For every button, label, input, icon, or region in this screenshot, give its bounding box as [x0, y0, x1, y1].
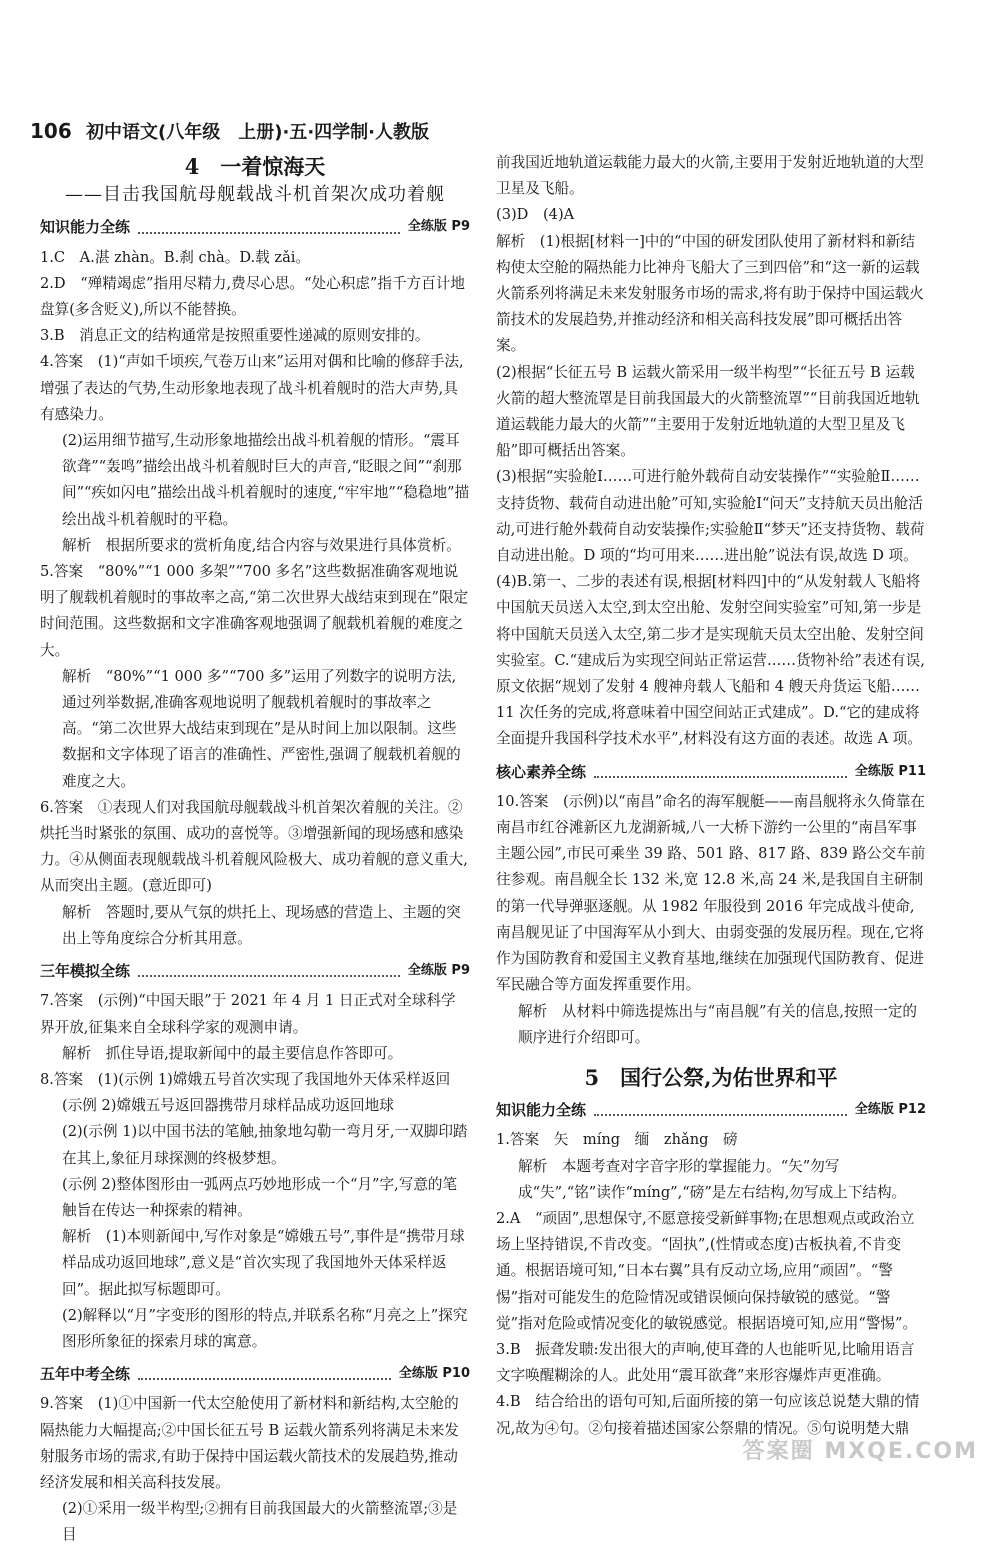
section-name: 五年中考全练: [40, 1365, 131, 1384]
section-ref: 全练版 P12: [854, 1102, 926, 1118]
watermark: 答案圈 MXQE.COM: [742, 1439, 978, 1464]
section-header: [40, 1361, 470, 1387]
analysis-item: (2)根据“长征五号 B 运载火箭采用一级半构型”“长征五号 B 运载火箭的超大整流罩是目前我国最大的火箭整流罩”“目前我国近地轨道运载能力最大的火箭”“主要用于发射近地轨道的大型卫星及飞船”即可概括出答案。: [496, 363, 920, 460]
analysis-item: 解析 “80%”“1 000 多”“700 多”运用了列数字的说明方法,通过列举数据,准确客观地说明了舰载机着舰时的事故率之高。“第二次世界大战结束到现在”是从时间上加以限制。这些数据和文字体现了语言的准确性、严密性,强调了舰载机着舰的难度之大。: [62, 667, 461, 790]
analysis-item: 解析 (1)根据[材料一]中的“中国的研发团队使用了新材料和新结构使太空舱的隔热能力比神舟飞船大了三到四倍”和“这一新的运载火箭系列将满足未来发射服务市场的需求,将有助于保持中国运载火箭技术的发展趋势,并推动经济和相关高科技发展”即可概括出答案。: [496, 232, 924, 355]
section-name: 知识能力全练: [40, 218, 131, 237]
analysis-item: (4)B.第一、二步的表述有误,根据[材料四]中的“从发射载人飞船将中国航天员送入太空,到太空出舱、发射空间实验室”可知,第一步是将中国航天员送入太空,第二步才是实现航天员太空出舱、发射空间实验室。C.“建成后为实现空间站正常运营……货物补给”表述有误,原文依据“规划了发射 4 艘神舟载人飞船和 4 艘天舟货运飞船……11 次任务的完成,将意味着中国空间站正式建成”。D.“它的建成将全面提升我国科学技术水平”,材料没有这方面的表述。故选 A 项。: [496, 573, 925, 748]
left-column: [40, 150, 470, 1549]
section-ref: 全练版 P11: [854, 763, 926, 779]
section-name: 核心素养全练: [496, 762, 587, 781]
answer-item: 2.A “顽固”,思想保守,不愿意接受新鲜事物;在思想观点或政治立场上坚持错误,不肯改变。“固执”,(性情或态度)古板执着,不肯变通。根据语境可知,“日本右翼”具有反动立场,应用“顽固”。“警惕”指对可能发生的危险情况或错误倾向保持敏锐的感觉。“警觉”指对危险或情况变化的敏锐感觉。根据语境可知,应用“警惕”。: [496, 1209, 918, 1332]
answer-item: 2.D “殚精竭虑”指用尽精力,费尽心思。“处心积虑”指千方百计地盘算(多含贬义),所以不能替换。: [40, 274, 465, 319]
analysis-item: 解析 抓住导语,提取新闻中的最主要信息作答即可。: [62, 1044, 403, 1062]
section-name: 知识能力全练: [496, 1101, 587, 1120]
book-title: 初中语文(八年级 上册)·五·四学制·人教版: [86, 122, 429, 143]
analysis-item: 解析 从材料中筛选提炼出与“南昌舰”有关的信息,按照一定的顺序进行介绍即可。: [518, 1002, 918, 1046]
answer-item: 5.答案 “80%”“1 000 多架”“700 多名”这些数据准确客观地说明了舰载机着舰时的事故率之高,“第二次世界大战结束到现在”限定时间范围。这些数据和文字准确客观地强调了舰载机着舰的难度之大。: [40, 563, 469, 659]
answer-item: 7.答案 (示例)“中国天眼”于 2021 年 4 月 1 日正式对全球科学界开放,征集来自全球科学家的观测申请。: [40, 992, 456, 1036]
section-name: 三年模拟全练: [40, 962, 131, 981]
section-ref: 全练版 P9: [407, 219, 470, 235]
dotted-leader: [138, 222, 400, 234]
answer-item: 1.C A.湛 zhàn。B.刹 chà。D.载 zǎi。: [40, 248, 311, 266]
dotted-leader: [138, 965, 400, 977]
answer-item: (2)(示例 1)以中国书法的笔触,抽象地勾勒一弯月牙,一双脚印踏在其上,象征月球探测的终极梦想。: [62, 1123, 468, 1167]
answer-item: 前我国近地轨道运载能力最大的火箭,主要用于发射近地轨道的大型卫星及飞船。: [496, 154, 924, 198]
answer-item: 4.B 结合给出的语句可知,后面所接的第一句应该总说楚大鼎的情况,故为④句。②句接着描述国家公祭鼎的情况。⑤句说明楚大鼎: [496, 1393, 920, 1437]
lesson-title: 5 国行公祭,为佑世界和平: [584, 1064, 838, 1090]
analysis-item: 解析 (1)本则新闻中,写作对象是“嫦娥五号”,事件是“携带月球样品成功返回地球”,意义是“首次实现了我国地外天体采样返回”。据此拟写标题即可。: [62, 1228, 465, 1298]
analysis-item: 解析 答题时,要从气氛的烘托上、现场感的营造上、主题的突出上等角度综合分析其用意。: [62, 903, 461, 947]
lesson-title: 4 一着惊海天: [184, 154, 326, 179]
answer-item: 1.答案 矢 míng 缅 zhǎng 磅: [496, 1131, 738, 1149]
answer-item: (3)D (4)A: [496, 206, 575, 224]
analysis-item: 解析 本题考查对字音字形的掌握能力。“矢”勿写成“失”,“铭”读作“míng”,“磅”是左右结构,勿写成上下结构。: [518, 1157, 907, 1201]
answer-item: 3.B 消息正文的结构通常是按照重要性递减的原则安排的。: [40, 327, 430, 345]
answer-item: 10.答案 (示例)以“南昌”命名的海军舰艇——南昌舰将永久倚靠在南昌市红谷滩新区九龙湖新城,八一大桥下游约一公里的“南昌军事主题公园”,市民可乘坐 39 路、501 路、817 路、839 路公交车前往参观。南昌舰全长 132 米,宽 12.8 米,高 24 米,是我国自主研制的第一代导弹驱逐舰。从 1982 年服役到 2016 年完成战斗使命,南昌舰见证了中国海军从小到大、由弱变强的发展历程。现在,它将作为国防教育和爱国主义教育基地,继续在加强现代国防教育、促进军民融合等方面发挥重要作用。: [496, 792, 926, 994]
answer-item: (2)①采用一级半构型;②拥有目前我国最大的火箭整流罩;③是目: [62, 1500, 458, 1544]
section-header: [40, 958, 470, 984]
analysis-item: (3)根据“实验舱Ⅰ……可进行舱外载荷自动安装操作”“实验舱Ⅱ……支持货物、载荷自动进出舱”可知,实验舱Ⅰ“问天”支持航天员出舱活动,可进行舱外载荷自动安装操作;实验舱Ⅱ“梦天”还支持货物、载荷自动进出舱。D 项的“均可用来……进出舱”说法有误,故选 D 项。: [496, 468, 925, 565]
section-header: [40, 214, 470, 240]
analysis-item: 解析 根据所要求的赏析角度,结合内容与效果进行具体赏析。: [62, 536, 461, 554]
page-number: 106: [30, 119, 72, 143]
answer-item: 6.答案 ①表现人们对我国航母舰载战斗机首架次着舰的关注。②烘托当时紧张的氛围、成功的喜悦等。③增强新闻的现场感和感染力。④从侧面表现舰载战斗机着舰风险极大、成功着舰的意义重大,从而突出主题。(意近即可): [40, 798, 468, 895]
answer-item: (2)运用细节描写,生动形象地描绘出战斗机着舰的情形。“震耳欲聋”“轰鸣”描绘出战斗机着舰时巨大的声音,“眨眼之间”“刹那间”“疾如闪电”描绘出战斗机着舰时的速度,“牢牢地”“稳稳地”描绘出战斗机着舰时的平稳。: [62, 432, 470, 528]
section-header: [496, 1097, 926, 1123]
right-column: [496, 150, 926, 1442]
answer-item: (示例 2)嫦娥五号返回器携带月球样品成功返回地球: [62, 1097, 394, 1115]
answer-item: 9.答案 (1)①中国新一代太空舱使用了新材料和新结构,太空舱的隔热能力大幅提高;②中国长征五号 B 运载火箭系列将满足未来发射服务市场的需求,有助于保持中国运载火箭技术的发展趋势,推动经济发展和相关高科技发展。: [40, 1395, 459, 1491]
page-header: [30, 118, 429, 144]
dotted-leader: [594, 766, 847, 778]
section-header: [496, 759, 926, 785]
answer-item: 4.答案 (1)“声如千顷疾,气卷万山来”运用对偶和比喻的修辞手法,增强了表达的气势,生动形象地表现了战斗机着舰时的浩大声势,具有感染力。: [40, 353, 464, 423]
dotted-leader: [138, 1368, 391, 1380]
dotted-leader: [594, 1104, 847, 1116]
lesson-subtitle: ——目击我国航母舰载战斗机首架次成功着舰: [65, 184, 445, 206]
answer-item: 3.B 振聋发聩:发出很大的声响,使耳聋的人也能听见,比喻用语言文字唤醒糊涂的人。此处用“震耳欲聋”来形容爆炸声更准确。: [496, 1340, 915, 1385]
answer-item: (示例 2)整体图形由一弧两点巧妙地形成一个“月”字,写意的笔触旨在传达一种探索的精神。: [62, 1175, 458, 1219]
answer-item: 8.答案 (1)(示例 1)嫦娥五号首次实现了我国地外天体采样返回: [40, 1070, 451, 1088]
section-ref: 全练版 P10: [398, 1366, 470, 1382]
analysis-item: (2)解释以“月”字变形的图形的特点,并联系名称“月亮之上”探究图形所象征的探索月球的寓意。: [62, 1306, 468, 1350]
section-ref: 全练版 P9: [407, 963, 470, 979]
